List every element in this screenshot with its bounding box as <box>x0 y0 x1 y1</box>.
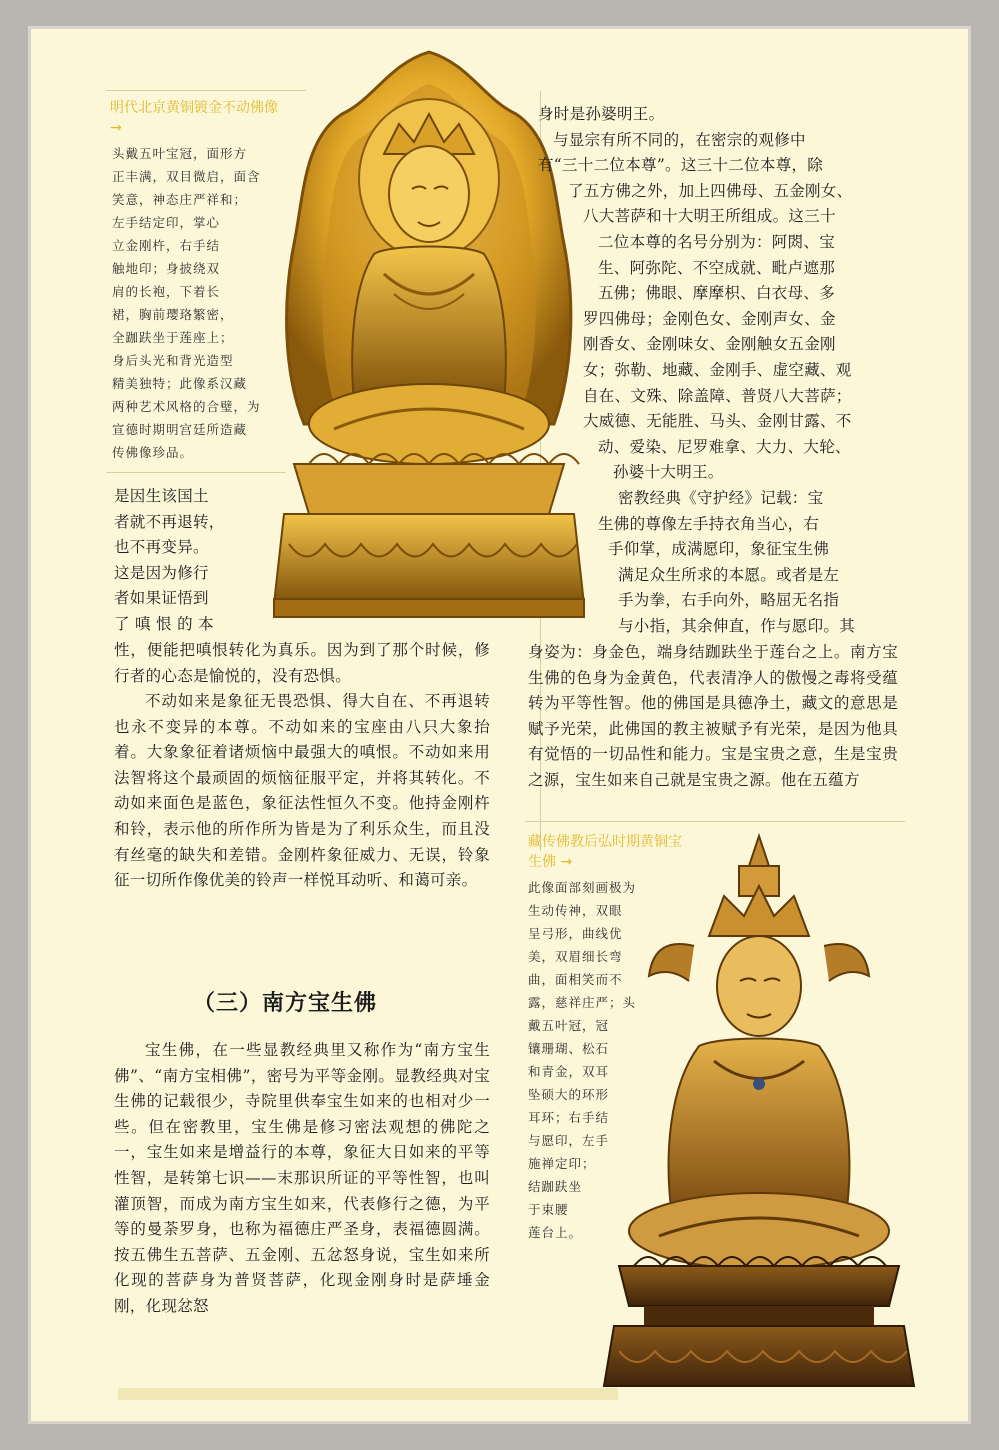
caption1-line: 笑意，神态庄严祥和； <box>112 192 248 207</box>
caption2-title: 藏传佛教后弘时期黄铜宝 生佛 → <box>528 834 682 870</box>
left-short-line: 也不再变异。 <box>114 538 209 557</box>
caption2-line: 耳环；右手结 <box>528 1110 610 1125</box>
caption1-line: 裙，胸前璎珞繁密， <box>112 307 234 322</box>
left-short-line: 了 嗔 恨 的 本 <box>114 614 214 633</box>
caption2-line: 结跏趺坐 <box>528 1179 583 1194</box>
caption1-line: 宣德时期明宫廷所造藏 <box>112 422 248 437</box>
caption2-rule <box>525 821 905 822</box>
caption1-line: 触地印；身披绕双 <box>112 261 221 276</box>
right-line: 有“三十二位本尊”。这三十二位本尊，除 <box>538 156 824 175</box>
caption1-line: 全跏趺坐于莲座上； <box>112 330 234 345</box>
right-line: 八大菩萨和十大明王所组成。这三十 <box>583 207 836 226</box>
right-column-paragraph: 身姿为：身金色，端身结跏趺坐于莲台之上。南方宝生佛的色身为金黄色，代表清净人的傲慢之毒将受蕴转为平等性智。他的佛国是具德净土，藏文的意思是赋予光荣，此佛国的教主被赋予有光荣，是因为他具有觉悟的一切品性和能力。宝是宝贵之意，生是宝贵之源，宝生如来自己就是宝贵之源。他在五蕴方 <box>528 643 898 789</box>
caption2-line: 莲台上。 <box>528 1225 583 1240</box>
caption1-line: 左手结定印，掌心 <box>112 215 221 230</box>
right-line: 与小指，其余伸直，作与愿印。其 <box>618 616 856 635</box>
right-line: 了五方佛之外，加上四佛母、五金刚女、 <box>568 181 853 200</box>
caption1-line: 身后头光和背光造型 <box>112 353 234 368</box>
caption1-line: 正丰满，双目微启，面含 <box>112 169 261 184</box>
right-line: 动、爱染、尼罗难拿、大力、大轮、 <box>598 437 851 456</box>
caption1-line: 头戴五叶宝冠，面形方 <box>112 146 248 161</box>
right-line: 满足众生所求的本愿。或者是左 <box>618 565 840 584</box>
caption2-line: 与愿印，左手 <box>528 1133 610 1148</box>
caption2-line: 生动传神，双眼 <box>528 903 623 918</box>
left-short-line: 者就不再退转， <box>114 512 225 531</box>
caption2-line: 镶珊瑚、松石 <box>528 1041 610 1056</box>
left-short-line: 者如果证悟到 <box>114 589 209 608</box>
caption2-line: 戴五叶冠，冠 <box>528 1018 610 1033</box>
right-line: 手为拳，右手向外，略屈无名指 <box>618 591 840 610</box>
caption1-title: 明代北京黄铜镀金不动佛像 → <box>110 100 278 136</box>
caption2-line: 此像面部刻画极为 <box>528 880 637 895</box>
right-line: 生、阿弥陀、不空成就、毗卢遮那 <box>598 258 836 277</box>
left-column-paragraph-3: 宝生佛，在一些显教经典里又称作为“南方宝生佛”、“南方宝相佛”，密号为平等金刚。显教经典对宝生佛的记载很少，寺院里供奉宝生如来的也相对少一些。但在密教里，宝生佛是修习密法观想的佛陀之一，宝生如来是增益行的本尊，象征大日如来的平等性智，是转第七识——末那识所证的平等性智，也叫灌顶智，而成为南方宝生如来，代表修行之德，为平等的曼荼罗身，也称为福德庄严圣身，表福德圆满。按五佛生五菩萨、五金刚、五忿怒身说，宝生如来所化现的菩萨身为普贤菩萨，化现金刚身时是萨埵金刚，化现忿怒 <box>114 1041 490 1315</box>
left-column-paragraph-1-rest: 性，便能把嗔恨转化为真乐。因为到了那个时候，修行者的心态是愉悦的，没有恐惧。 <box>114 641 490 685</box>
right-line: 与显宗有所不同的，在密宗的观修中 <box>553 130 806 149</box>
caption1-line: 立金刚杵，右手结 <box>112 238 221 253</box>
right-line: 手仰掌，成满愿印，象征宝生佛 <box>608 540 830 559</box>
section-heading: （三）南方宝生佛 <box>193 990 378 1016</box>
right-line: 罗四佛母；金刚色女、金刚声女、金 <box>583 309 836 328</box>
caption1-line: 传佛像珍品。 <box>112 445 194 460</box>
book-page <box>28 26 971 1424</box>
left-short-line: 这是因为修行 <box>114 563 209 582</box>
left-column-paragraph-2: 不动如来是象征无畏恐惧、得大自在、不再退转也永不变异的本尊。不动如来的宝座由八只大象抬着。大象象征着诸烦恼中最强大的嗔恨。不动如来用法智将这个最顽固的烦恼征服平定，并将其转化。不动如来面色是蓝色，象征法性恒久不变。他持金刚杵和铃，表示他的所作所为皆是为了利乐众生，而且没有丝毫的缺失和差错。金刚杵象征威力、无误，铃象征一切所作像优美的铃声一样悦耳动听、和蔼可亲。 <box>114 692 490 890</box>
ratnasambhava-statue-image <box>574 826 924 1406</box>
caption2-line: 曲，面相笑而不 <box>528 972 623 987</box>
caption2-line: 美，双眉细长弯 <box>528 949 623 964</box>
left-column-short-lines <box>114 484 254 638</box>
caption2-line: 露，慈祥庄严；头 <box>528 995 637 1010</box>
right-line: 孙婆十大明王。 <box>613 463 724 482</box>
right-line: 刚香女、金刚味女、金刚触女五金刚 <box>583 335 836 354</box>
right-line: 五佛；佛眼、摩摩枳、白衣母、多 <box>598 284 836 303</box>
caption2-line: 于束腰 <box>528 1202 569 1217</box>
caption1-line: 肩的长袍，下着长 <box>112 284 221 299</box>
right-line: 二位本尊的名号分别为：阿閦、宝 <box>598 232 836 251</box>
right-line: 生佛的尊像左手持衣角当心，右 <box>598 514 820 533</box>
caption1-line: 两种艺术风格的合璧，为 <box>112 399 261 414</box>
caption2-line: 施禅定印； <box>528 1156 596 1171</box>
left-short-line: 是因生该国土 <box>114 487 209 505</box>
right-column-lines <box>498 102 898 639</box>
right-line: 大威德、无能胜、马头、金刚甘露、不 <box>583 412 852 431</box>
caption2-line: 坠硕大的环形 <box>528 1087 610 1102</box>
page-footer-band <box>118 1388 618 1400</box>
right-line: 身时是孙婆明王。 <box>538 105 665 123</box>
right-line: 自在、文殊、除盖障、普贤八大菩萨； <box>583 386 852 405</box>
right-line: 密教经典《守护经》记载：宝 <box>618 488 824 507</box>
caption2-line: 呈弓形，曲线优 <box>528 926 623 941</box>
caption2-line: 和青金，双耳 <box>528 1064 610 1079</box>
caption1-line: 精美独特；此像系汉藏 <box>112 376 248 391</box>
right-line: 女；弥勒、地藏、金刚手、虚空藏、观 <box>583 360 852 379</box>
